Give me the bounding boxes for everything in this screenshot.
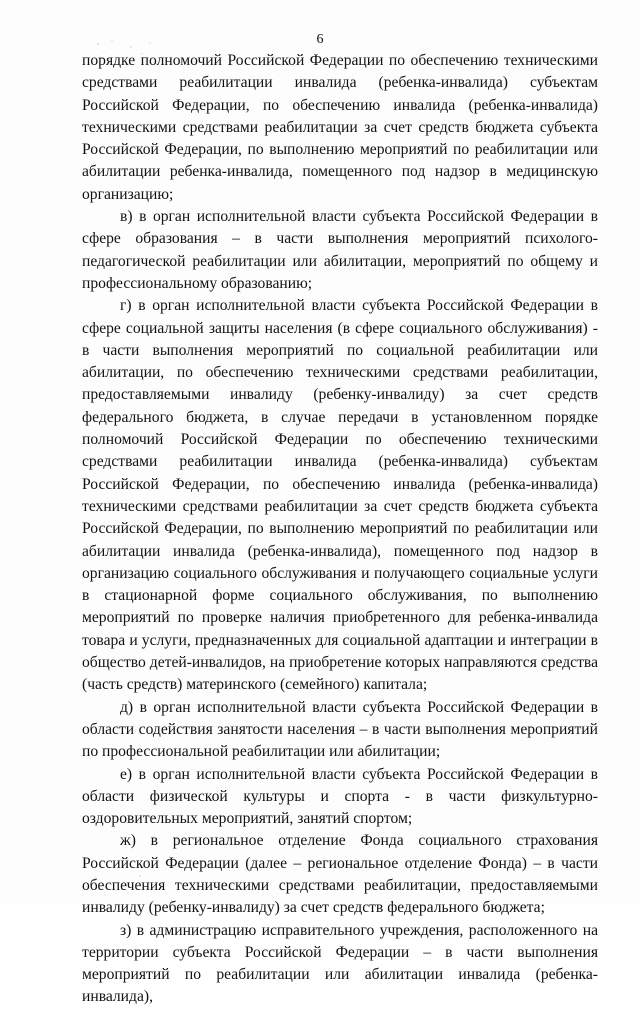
paragraph-item-g: г) в орган исполнительной власти субъекта Российской Федерации в сфере социальной защиты населения (в сфере социального обслуживания) - в части выполнения мероприятий по социальной реабилитации или абилитации, по обеспечению техническими средствами реабилитации, предоставляемыми инвалиду (ребенку-инвалиду) за счет средств федерального бюджета, в случае передачи в установленном порядке полномочий Российской Федерации по обеспечению техническими средствами реабилитации инвалида (ребенка-инвалида) субъектам Российской Федерации, по обеспечению инвалида (ребенка-инвалида) техническими средствами реабилитации за счет средств бюджета субъекта Российской Федерации, по выполнению мероприятий по реабилитации или абилитации инвалида (ребенка-инвалида), помещенного под надзор в организацию социального обслуживания и получающего социальные услуги в стационарной форме социального обслуживания, по выполнению мероприятий по проверке наличия приобретенного для ребенка-инвалида товара и услуги, предназначенных для социальной адаптации и интеграции в общество детей-инвалидов, на приобретение которых направляются средства (часть средств) материнского (семейного) капитала;: [82, 297, 598, 694]
paragraph-continuation: порядке полномочий Российской Федерации по обеспечению техническими средствами реабилитации инвалида (ребенка-инвалида) субъектам Российской Федерации, по обеспечению инвалида (ребенка-инвалида) техническими средствами реабилитации за счет средств бюджета субъекта Российской Федерации, по выполнению мероприятий по реабилитации или абилитации ребенка-инвалида, помещенного под надзор в медицинскую организацию;: [82, 52, 598, 203]
paragraph-item-zh: ж) в региональное отделение Фонда социального страхования Российской Федерации (далее – региональное отделение Фонда) – в части обеспечения техническими средствами реабилитации, предоставляемыми инвалиду (ребенку-инвалиду) за счет средств федерального бюджета;: [82, 832, 598, 917]
paragraph-item-v: в) в орган исполнительной власти субъекта Российской Федерации в сфере образования – в части выполнения мероприятий психолого-педагогической реабилитации или абилитации, мероприятий по общему и профессиональному образованию;: [82, 208, 598, 292]
document-body: [82, 50, 598, 1009]
page-number: 6: [316, 32, 324, 47]
paragraph-item-e: е) в орган исполнительной власти субъекта Российской Федерации в области физической культуры и спорта - в части физкультурно-оздоровительных мероприятий, занятий спортом;: [82, 765, 598, 828]
paragraph-item-z: з) в администрацию исправительного учреждения, расположенного на территории субъекта Российской Федерации – в части выполнения мероприятий по реабилитации или абилитации инвалида (ребенка-инвалида),: [82, 921, 598, 1006]
paragraph-item-d: д) в орган исполнительной власти субъекта Российской Федерации в области содействия занятости населения – в части выполнения мероприятий по профессиональной реабилитации или абилитации;: [82, 698, 598, 761]
